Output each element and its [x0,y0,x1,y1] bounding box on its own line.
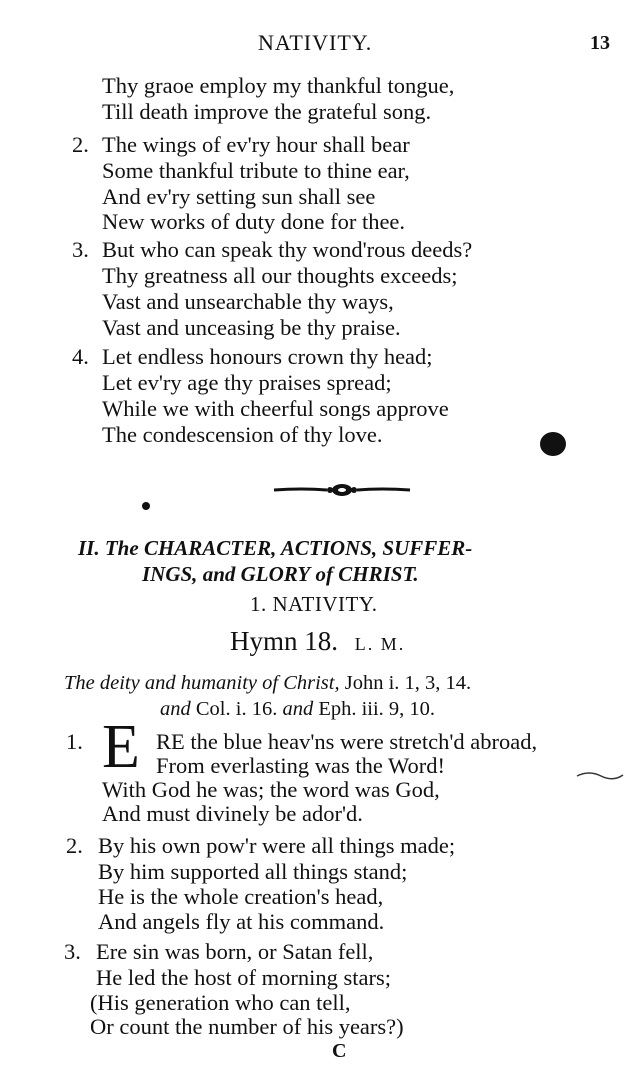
running-header [0,30,640,60]
verse-line: But who can speak thy wond'rous deeds? [102,237,473,262]
verse-line: Vast and unceasing be thy praise. [102,315,401,340]
section-heading-text: and [197,562,241,586]
verse-line: Till death improve the grateful song. [102,99,432,124]
caption-italic: and [282,698,314,720]
subsection-heading: 1. NATIVITY. [250,592,378,616]
ink-dot [142,502,150,510]
section-heading-text: of [310,562,339,586]
verse-line: The wings of ev'ry hour shall bear [102,132,410,157]
section-heading-caps: CHARACTER, ACTIONS, SUFFER- [143,536,473,560]
section-heading-caps: GLORY [240,562,311,586]
caption-italic: The deity and humanity of Christ, [64,672,340,694]
hymn-caption-line-1 [64,672,471,695]
verse-line: He led the host of morning stars; [96,965,391,990]
page-number: 13 [590,32,610,54]
section-heading-line-1 [78,536,472,561]
running-title: NATIVITY. [258,30,373,55]
verse-line: Some thankful tribute to thine ear, [102,158,410,183]
verse-line: From everlasting was the Word! [156,753,445,778]
verse-line: The condescension of thy love. [102,422,383,447]
stanza-number: 3. [72,237,89,262]
caption-reference: Eph. iii. 9, 10. [313,698,436,720]
verse-line: And ev'ry setting sun shall see [102,184,376,209]
section-heading-text: The [104,536,144,560]
verse-line: Thy greatness all our thoughts exceeds; [102,263,458,288]
verse-line: He is the whole creation's head, [98,884,384,909]
verse-line: New works of duty done for thee. [102,209,406,234]
margin-mark [575,768,625,782]
ink-blot [540,432,566,456]
verse-line: Thy graoe employ my thankful tongue, [102,73,455,98]
verse-line: Let endless honours crown thy head; [102,344,433,369]
caption-italic: and [160,698,191,720]
stanza-number: 3. [64,939,81,964]
hymn-title [230,626,405,657]
section-heading-caps: INGS, [142,562,198,586]
verse-line: While we with cheerful songs approve [102,396,449,421]
verse-line: (His generation who can tell, [90,990,351,1015]
section-heading-line-2 [142,562,419,587]
verse-line: By him supported all things stand; [98,859,408,884]
printer-signature-mark: C [332,1040,347,1062]
hymn-meter: L. M. [354,634,406,654]
stanza-number: 4. [72,344,89,369]
section-heading-caps: CHRIST. [338,562,419,586]
drop-cap: E [102,713,140,781]
hymn-number: Hymn 18. [230,626,338,656]
verse-line: RE the blue heav'ns were stretch'd abroad, [156,729,538,754]
section-numeral: II. [78,536,100,560]
stanza-number: 2. [72,132,89,157]
stanza-number: 2. [66,833,83,858]
ornament-divider [272,480,412,500]
caption-reference: Col. i. 16. [190,698,283,720]
caption-reference: John i. 1, 3, 14. [339,672,472,694]
stanza-number: 1. [66,729,83,754]
verse-line: Vast and unsearchable thy ways, [102,289,394,314]
verse-line: And angels fly at his command. [98,909,385,934]
verse-line: Ere sin was born, or Satan fell, [96,939,374,964]
verse-line: By his own pow'r were all things made; [98,833,456,858]
verse-line: Let ev'ry age thy praises spread; [102,370,392,395]
verse-line: Or count the number of his years?) [90,1014,404,1039]
hymn-caption-line-2 [160,698,435,721]
verse-line: With God he was; the word was God, [102,777,440,802]
verse-line: And must divinely be ador'd. [102,801,363,826]
